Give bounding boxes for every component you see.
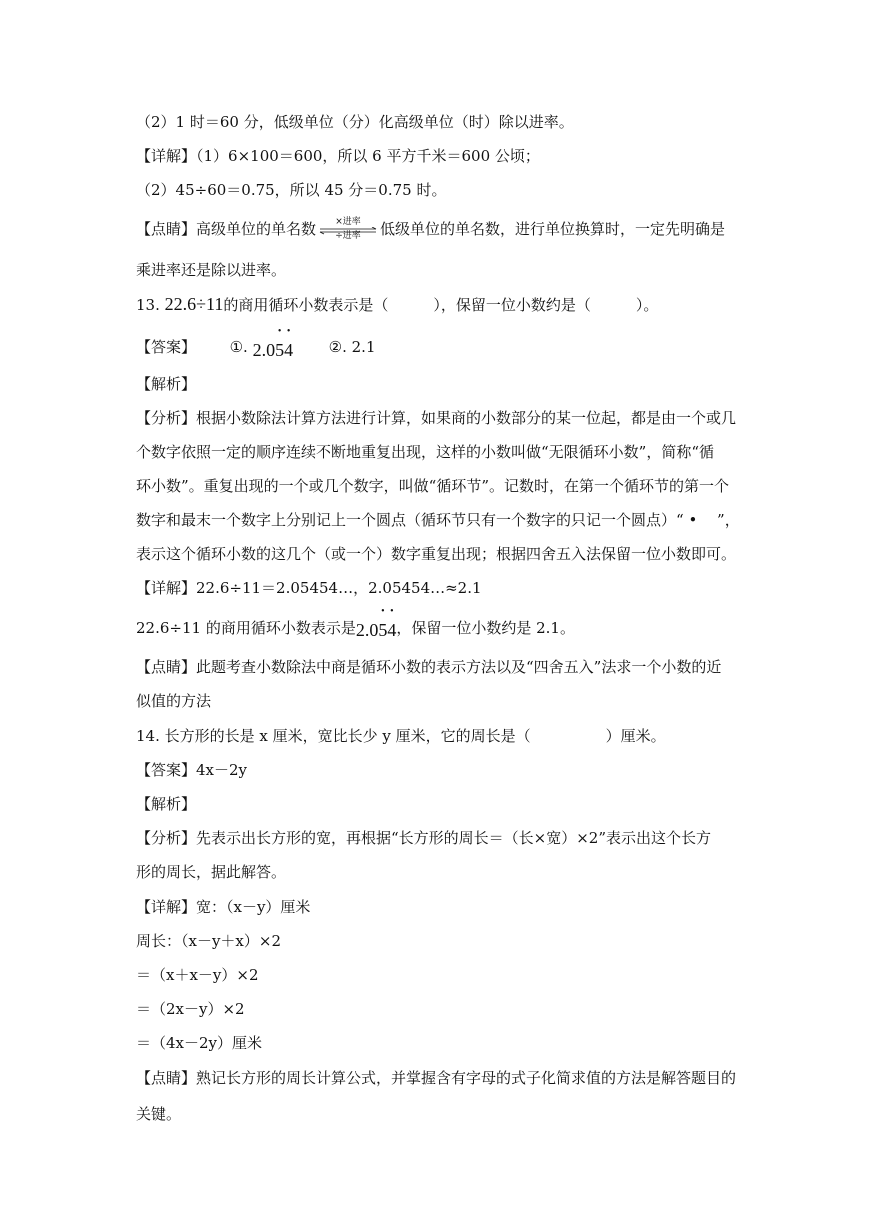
recurring-int: 2.0 <box>252 340 276 360</box>
result-text-b: ，保留一位小数约是 2.1。 <box>396 619 575 637</box>
analysis-line: 个数字依照一定的顺序连续不断地重复出现，这样的小数叫做“无限循环小数”，简称“循 <box>136 443 715 461</box>
question-13 <box>136 294 658 315</box>
question-number: 13. <box>136 296 160 314</box>
choice-2-value: 2.1 <box>351 338 376 356</box>
repeat-digit-end: • 4 <box>284 340 293 360</box>
detail-line: 【详解】宽：（x－y）厘米 <box>136 898 311 916</box>
calc-line: ＝（4x－2y）厘米 <box>136 1034 263 1052</box>
tip-line: 关键。 <box>136 1105 182 1123</box>
tip-text-b: 低级单位的单名数，进行单位换算时，一定先明确是 <box>380 220 726 238</box>
analysis-line: 数字和最末一个数字上分别记上一个圆点（循环节只有一个数字的只记一个圆点）“ • ”， <box>136 511 740 529</box>
result-line <box>136 617 575 638</box>
repeat-digit-start: • 5 <box>275 340 284 360</box>
choice-2-marker: ②. <box>328 338 347 356</box>
answer-label: 【答案】 <box>136 338 197 356</box>
tip-line: 【点睛】熟记长方形的周长计算公式，并掌握含有字母的式子化简求值的方法是解答题目的 <box>136 1069 737 1087</box>
result-text-a: 22.6÷11 的商用循环小数表示是 <box>136 619 356 637</box>
question-14: 14. 长方形的长是 x 厘米，宽比长少 y 厘米，它的周长是（ ）厘米。 <box>136 727 666 745</box>
text-line: （2）1 时＝60 分，低级单位（分）化高级单位（时）除以进率。 <box>136 113 574 131</box>
tip-line: 【点睛】此题考查小数除法中商是循环小数的表示方法以及“四舍五入”法求一个小数的近 <box>136 658 722 676</box>
conversion-arrows-icon <box>318 219 378 241</box>
recurring-decimal <box>253 340 294 360</box>
repeat-digit-end: • 4 <box>387 620 396 640</box>
question-text: 的商用循环小数表示是（ ），保留一位小数约是（ ）。 <box>223 296 659 314</box>
arrow-bottom-label: ÷进率 <box>335 231 361 241</box>
analysis-line: 表示这个循环小数的这几个（或一个）数字重复出现；根据四舍五入法保留一位小数即可。 <box>136 545 737 563</box>
tip-text-a: 【点睛】高级单位的单名数 <box>136 220 317 238</box>
calc-line: ＝（2x－y）×2 <box>136 1000 245 1018</box>
choice-1-marker: ①. <box>229 338 248 356</box>
analysis-line: 【分析】先表示出长方形的宽，再根据“长方形的周长＝（长×宽）×2”表示出这个长方 <box>136 829 712 847</box>
calc-line: ＝（x＋x－y）×2 <box>136 966 259 984</box>
detail-line: 【详解】22.6÷11＝2.05454…，2.05454…≈2.1 <box>136 579 482 597</box>
analysis-label: 【解析】 <box>136 375 197 393</box>
recurring-int: 2.0 <box>355 620 379 640</box>
tip-line: 似值的方法 <box>136 692 212 710</box>
recurring-decimal <box>356 620 397 640</box>
analysis-line: 形的周长，据此解答。 <box>136 863 287 881</box>
analysis-label: 【解析】 <box>136 795 197 813</box>
text-line: （2）45÷60＝0.75，所以 45 分＝0.75 时。 <box>136 181 447 199</box>
calc-line: 周长：（x－y＋x）×2 <box>136 932 282 950</box>
analysis-line: 【分析】根据小数除法计算方法进行计算，如果商的小数部分的某一位起，都是由一个或几 <box>136 409 737 427</box>
repeat-digit-start: • 5 <box>378 620 387 640</box>
question-expression: 22.6÷11 <box>164 294 224 314</box>
arrow-top-label: ×进率 <box>335 217 361 227</box>
analysis-line: 环小数”。重复出现的一个或几个数字，叫做“循环节”。记数时，在第一个循环节的第一个 <box>136 477 730 495</box>
text-line: 乘进率还是除以进率。 <box>136 261 287 279</box>
tip-line <box>136 219 725 241</box>
answer-13 <box>136 336 376 360</box>
answer-14: 【答案】4x－2y <box>136 761 248 779</box>
detail-line: 【详解】（1）6×100＝600，所以 6 平方千米＝600 公顷； <box>136 147 540 165</box>
